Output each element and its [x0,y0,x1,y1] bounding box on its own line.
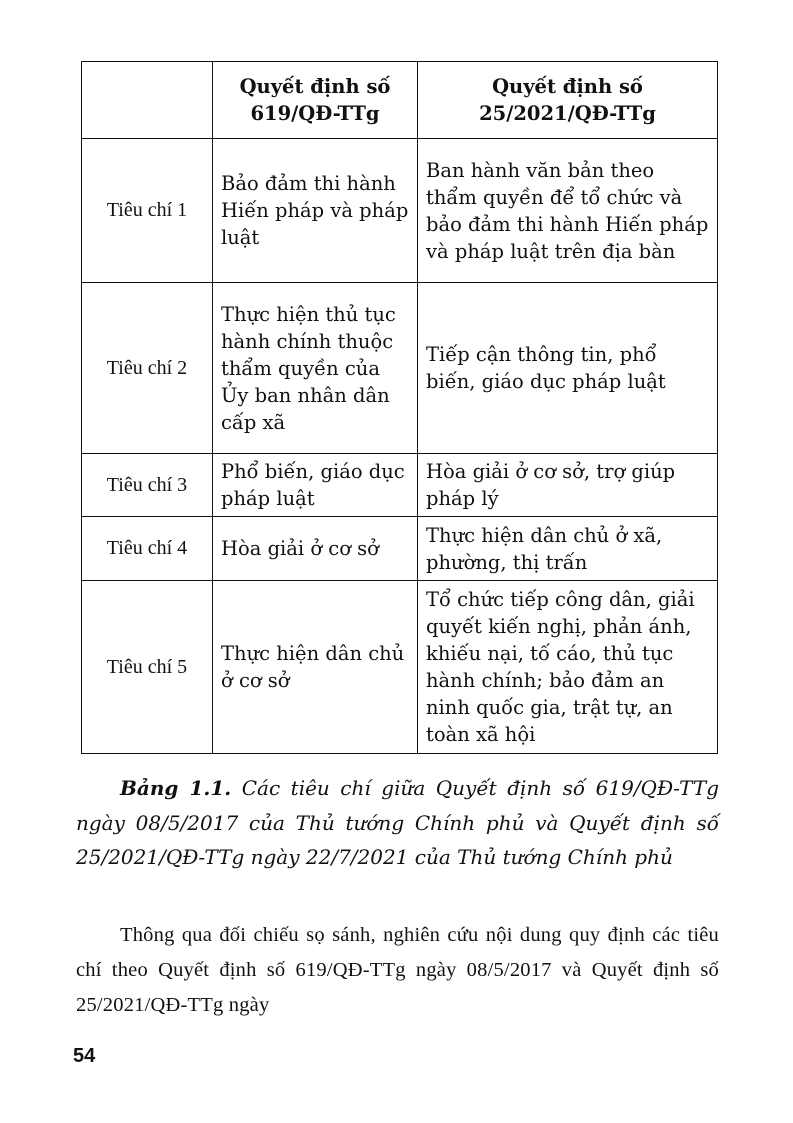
criterion-label: Tiêu chí 3 [82,454,213,517]
criterion-25-cell: Ban hành văn bản theo thẩm quyền để tổ chức và bảo đảm thi hành Hiến pháp và pháp luật trên địa bàn [418,139,718,283]
table-caption [76,771,719,875]
table-row [82,581,718,754]
criterion-25-cell: Hòa giải ở cơ sở, trợ giúp pháp lý [418,454,718,517]
criterion-label: Tiêu chí 2 [82,283,213,454]
criterion-25-cell: Tổ chức tiếp công dân, giải quyết kiến nghị, phản ánh, khiếu nại, tố cáo, thủ tục hành chính; bảo đảm an ninh quốc gia, trật tự, an toàn xã hội [418,581,718,754]
criterion-25-cell: Tiếp cận thông tin, phổ biến, giáo dục pháp luật [418,283,718,454]
body-paragraph: Thông qua đối chiếu sọ sánh, nghiên cứu nội dung quy định các tiêu chí theo Quyết định số 619/QĐ-TTg ngày 08/5/2017 và Quyết định số 25/2021/QĐ-TTg ngày [76,924,719,1016]
table-row [82,517,718,581]
header-empty-cell [82,62,213,139]
table-header-row [82,62,718,139]
caption-label: Bảng 1.1. [120,776,232,800]
table-row [82,454,718,517]
criterion-619-cell: Thực hiện thủ tục hành chính thuộc thẩm quyền của Ủy ban nhân dân cấp xã [213,283,418,454]
criterion-label: Tiêu chí 4 [82,517,213,581]
table-row [82,139,718,283]
criterion-619-cell: Thực hiện dân chủ ở cơ sở [213,581,418,754]
header-decision-619: Quyết định số 619/QĐ-TTg [213,62,418,139]
caption-text: Các tiêu chí giữa Quyết định số 619/QĐ-TTg ngày 08/5/2017 của Thủ tướng Chính phủ và Quyết định số 25/2021/QĐ-TTg ngày 22/7/2021 của Thủ tướng Chính phủ [76,776,719,869]
criterion-25-cell: Thực hiện dân chủ ở xã, phường, thị trấn [418,517,718,581]
criterion-619-cell: Hòa giải ở cơ sở [213,517,418,581]
criterion-619-cell: Bảo đảm thi hành Hiến pháp và pháp luật [213,139,418,283]
table-row [82,283,718,454]
criterion-label: Tiêu chí 5 [82,581,213,754]
criteria-comparison-table [81,61,718,754]
header-decision-25-2021: Quyết định số 25/2021/QĐ-TTg [418,62,718,139]
criterion-619-cell: Phổ biến, giáo dục pháp luật [213,454,418,517]
criterion-label: Tiêu chí 1 [82,139,213,283]
page-number: 54 [73,1045,96,1067]
